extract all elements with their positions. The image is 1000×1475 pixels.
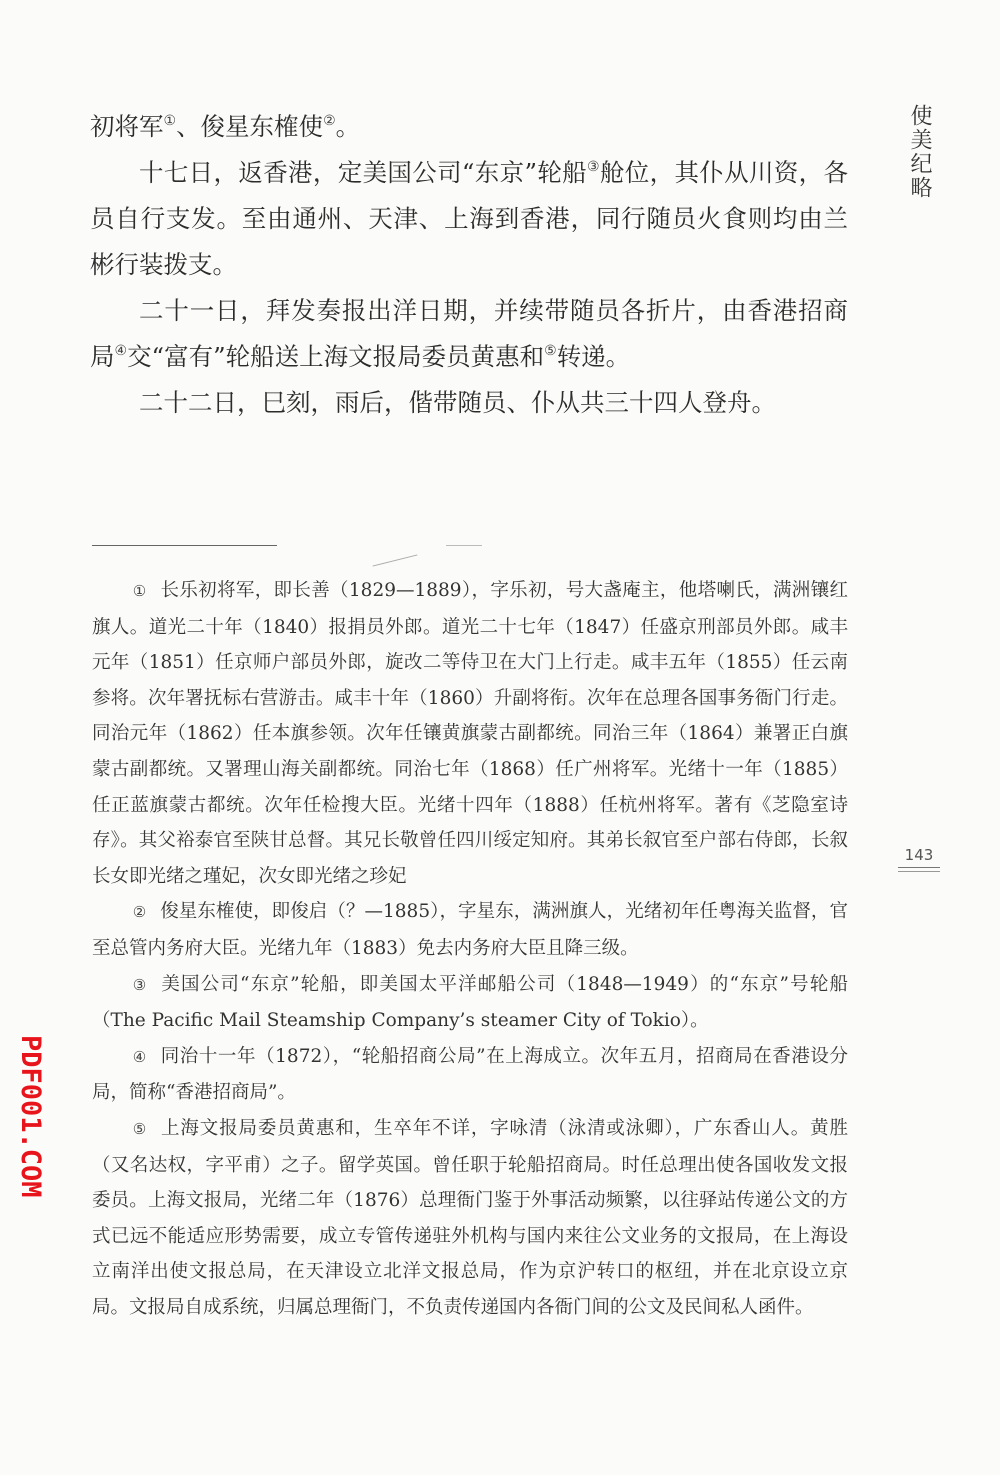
scan-smudge [373,554,418,566]
footnote-text: 上海文报局委员黄惠和，生卒年不详，字咏清（泳清或泳卿），广东香山人。黄胜（又名达权，字平甫）之子。留学英国。曾任职于轮船招商局。时任总理出使各国收发文报委员。上海文报局，光绪二年（1876）总理衙门鉴于外事活动频繁，以往驿站传递公文的方式已远不能适应形势需要，成立专管传递驻外机构与国内来往公文业务的文报局，在上海设立南洋出使文报总局，在天津设立北洋文报总局，作为京沪转口的枢纽，并在北京设立京局。文报局自成系统，归属总理衙门，不负责传递国内各衙门间的公文及民间私人函件。 [92,1117,848,1318]
paragraph-4 [90,380,848,426]
text-run: 舱位，其仆从川资，各员自行支发。至由通州、天津、上海到香港，同行随员火食则均由兰彬行装拨支。 [90,158,849,279]
footnote-number: ④ [132,1047,147,1066]
text-run: 十七日，返香港，定美国公司“东京”轮船 [139,158,588,187]
paragraph-2 [90,150,848,288]
footnote-number: ② [132,903,147,922]
text-run: 转递。 [556,342,631,371]
footnote-number: ⑤ [132,1119,147,1138]
running-title: 使美纪略 [907,104,932,200]
footnote-4 [92,1039,848,1111]
footnote-3 [92,967,848,1039]
footnote-ref-3[interactable]: ③ [587,159,600,175]
text-run: 二十一日，拜发奏报出洋日期，并续带随员各折片，由香港招商局 [90,296,848,371]
footnotes [92,573,848,1325]
text-run: 初将军 [90,112,164,141]
text-run: 。 [335,112,361,141]
footnote-ref-5[interactable]: ⑤ [544,343,557,359]
footnote-ref-2[interactable]: ② [323,113,336,129]
page-number: 143 [898,846,940,868]
text-run: 、俊星东榷使 [176,112,324,141]
text-run: 二十二日，巳刻，雨后，偕带随员、仆从共三十四人登舟。 [139,388,776,417]
footnote-text: 美国公司“东京”轮船，即美国太平洋邮船公司（1848—1949）的“东京”号轮船（The Pacific Mail Steamship Company’s steamer City of Tokio）。 [92,973,848,1032]
footnote-text: 长乐初将军，即长善（1829—1889），字乐初，号大盏庵主，他塔喇氏，满洲镶红旗人。道光二十年（1840）报捐员外郎。道光二十七年（1847）任盛京刑部员外郎。咸丰元年（1851）任京师户部员外郎，旋改二等侍卫在大门上行走。咸丰五年（1855）任云南参将。次年署抚标右营游击。咸丰十年（1860）升副将衔。次年在总理各国事务衙门行走。同治元年（1862）任本旗参领。次年任镶黄旗蒙古副都统。同治三年（1864）兼署正白旗蒙古副都统。又署理山海关副都统。同治七年（1868）任广州将军。光绪十一年（1885）任正蓝旗蒙古都统。次年任检搜大臣。光绪十四年（1888）任杭州将军。著有《芝隐室诗存》。其父裕泰官至陕甘总督。其兄长敬曾任四川绥定知府。其弟长叙官至户部右侍郎，长叙长女即光绪之瑾妃，次女即光绪之珍妃 [92,580,848,887]
footnote-number: ③ [132,975,148,994]
text-run: 交“富有”轮船送上海文报局委员黄惠和 [127,342,545,371]
footnote-1 [92,573,848,894]
paragraph-1 [90,104,848,150]
scan-smudge [446,545,482,546]
footnote-ref-4[interactable]: ④ [114,343,128,359]
paragraph-3 [90,288,848,380]
footnote-2 [92,894,848,966]
footnote-separator [92,545,277,546]
footnote-ref-1[interactable]: ① [163,113,177,129]
main-text [90,104,848,426]
footnote-number: ① [132,582,147,600]
watermark: PDF001.COM [15,1035,46,1198]
footnote-text: 同治十一年（1872），“轮船招商公局”在上海成立。次年五月，招商局在香港设分局，简称“香港招商局”。 [92,1045,849,1104]
footnote-text: 俊星东榷使，即俊启（？—1885），字星东，满洲旗人，光绪初年任粤海关监督，官至总管内务府大臣。光绪九年（1883）免去内务府大臣且降三级。 [92,901,848,959]
footnote-5 [92,1111,848,1326]
